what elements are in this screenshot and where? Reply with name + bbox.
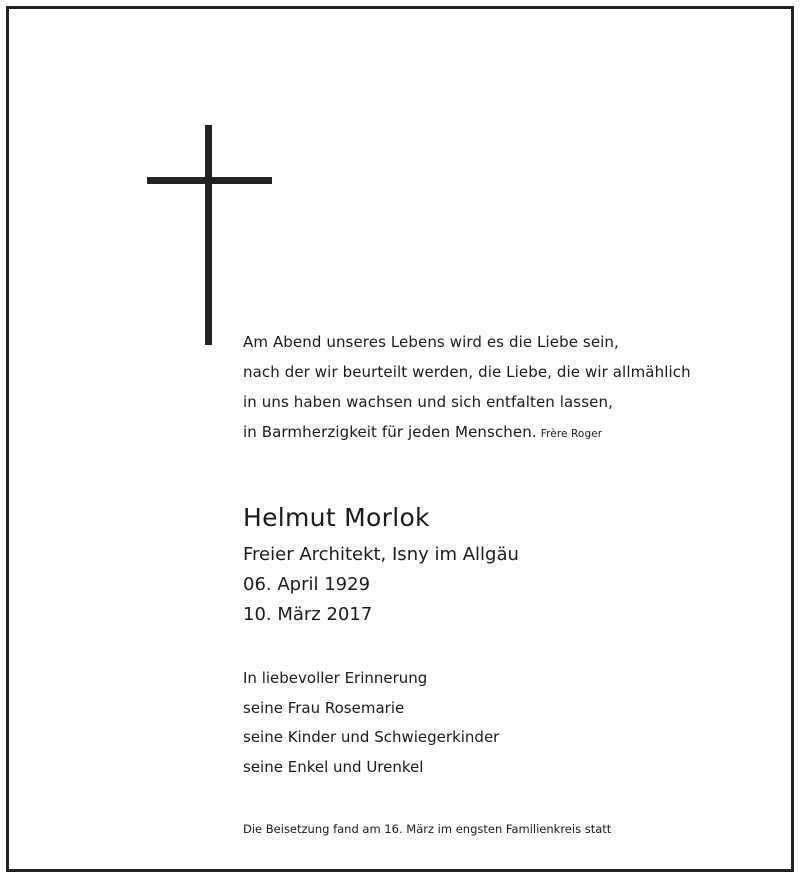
cross-vertical-bar [205, 125, 212, 345]
quote-line-4-text: in Barmherzigkeit für jeden Menschen. [243, 423, 537, 441]
deceased-birth-date: 06. April 1929 [243, 574, 371, 595]
quote-line-4 [243, 417, 763, 449]
quote-author: Frère Roger [540, 428, 603, 440]
quote-line-2: nach der wir beurteilt werden, die Liebe, die wir allmählich [243, 363, 691, 381]
mourner-grandchildren: seine Enkel und Urenkel [243, 757, 424, 776]
deceased-occupation: Freier Architekt, Isny im Allgäu [243, 544, 519, 565]
funeral-note: Die Beisetzung fand am 16. März im engsten Familienkreis statt [243, 822, 612, 836]
mourner-children: seine Kinder und Schwiegerkinder [243, 728, 500, 746]
mourners-intro: In liebevoller Erinnerung [243, 669, 428, 687]
quote-line-1: Am Abend unseres Lebens wird es die Liebe sein, [243, 333, 619, 351]
cross-horizontal-bar [147, 177, 272, 184]
deceased-name: Helmut Morlok [243, 503, 430, 532]
mourners-list [243, 664, 499, 782]
deceased-details [243, 540, 519, 630]
deceased-death-date: 10. März 2017 [243, 604, 373, 625]
mourner-wife: seine Frau Rosemarie [243, 698, 405, 717]
quote-line-3: in uns haben wachsen und sich entfalten lassen, [243, 393, 613, 411]
memorial-quote [243, 327, 763, 449]
